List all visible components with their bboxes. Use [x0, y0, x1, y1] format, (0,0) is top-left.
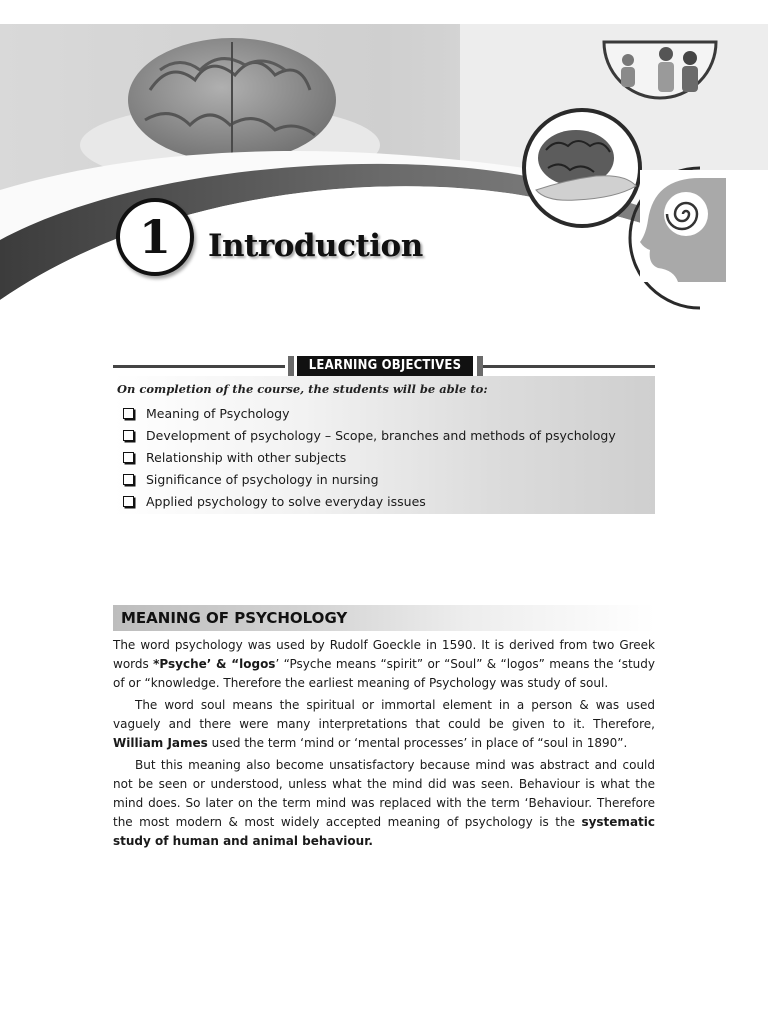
objective-text: Significance of psychology in nursing	[146, 471, 379, 487]
paragraph-text: used the term ‘mind or ‘mental processes’ in place of “soul in 1890”.	[207, 736, 628, 750]
divider-line	[113, 365, 285, 368]
objective-text: Relationship with other subjects	[146, 449, 347, 465]
list-item	[123, 490, 616, 512]
heading-bracket	[288, 356, 294, 376]
learning-objectives-heading: LEARNING OBJECTIVES	[297, 356, 473, 376]
paragraph-text: ’ “Psyche means “spirit” or “Soul” & “logos” means the ‘study of or “knowledge. Therefore the earliest meaning of Psychology was study of soul.	[113, 657, 656, 690]
chapter-header-banner	[0, 0, 768, 320]
emphasis-text: William James	[113, 736, 208, 750]
header-background-illustration	[0, 0, 768, 320]
list-item	[123, 402, 616, 424]
paragraph	[113, 636, 655, 693]
list-item	[123, 446, 616, 468]
checkbox-bullet-icon	[123, 452, 134, 463]
objectives-panel	[113, 376, 655, 514]
objective-text: Applied psychology to solve everyday issues	[146, 493, 426, 509]
checkbox-bullet-icon	[123, 474, 134, 485]
section-title: MEANING OF PSYCHOLOGY	[121, 609, 348, 627]
paragraph-text: But this meaning also become unsatisfactory because mind was abstract and could not be seen or understood, unless what the mind did was seen. Behaviour is what the mind does. So later on the term mind was replaced with the term ‘Behaviour. Therefore the most modern & most widely accepted meaning of psychology is the	[113, 758, 655, 829]
objectives-intro: On completion of the course, the students will be able to:	[117, 382, 488, 396]
paragraph	[113, 696, 655, 753]
paragraph-text: The word psychology was used by Rudolf Goeckle in 1590. It is derived from two Greek words	[113, 638, 655, 671]
checkbox-bullet-icon	[123, 408, 134, 419]
list-item	[123, 468, 616, 490]
emphasis-text: systematic study of human and animal behaviour.	[113, 815, 655, 848]
section-heading-bar	[113, 605, 655, 631]
section-body	[113, 636, 655, 854]
paragraph	[113, 756, 655, 851]
objective-text: Meaning of Psychology	[146, 405, 290, 421]
brain-in-hand-icon	[524, 110, 640, 226]
chapter-number-badge: 1	[116, 198, 194, 276]
checkbox-bullet-icon	[123, 496, 134, 507]
divider-line	[483, 365, 655, 368]
chapter-title: Introduction	[208, 228, 423, 264]
paragraph-text: The word soul means the spiritual or immortal element in a person & was used vaguely and there were many interpretations that could be given to it. Therefore,	[113, 698, 655, 731]
list-item	[123, 424, 616, 446]
emphasis-text: *Psyche’ & “logos	[153, 657, 276, 671]
objectives-list	[123, 402, 616, 512]
objective-text: Development of psychology – Scope, branches and methods of psychology	[146, 427, 616, 443]
checkbox-bullet-icon	[123, 430, 134, 441]
